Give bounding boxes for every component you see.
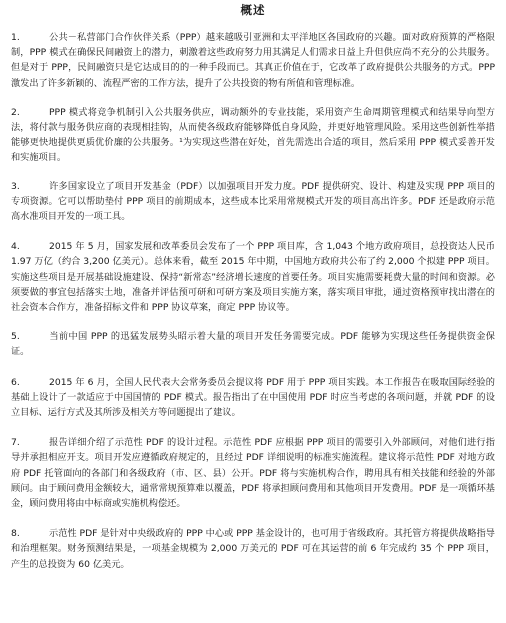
paragraph-5 — [11, 329, 495, 359]
paragraph-6 — [11, 375, 495, 421]
paragraph-3 — [11, 179, 495, 225]
paragraph-text: 许多国家设立了项目开发基金（PDF）以加强项目开发力度。PDF 提供研究、设计、构建及实现 PPP 项目的专项资源。它可以帮助垫付 PPP 项目的前期成本，这些成本比采用常规模式开发的项目高出许多。PDF 还是政府示范高水准项目开发的一项工具。 — [11, 180, 495, 223]
paragraph-number: 3. — [11, 180, 20, 192]
paragraph-text: 2015 年 5 月，国家发展和改革委员会发布了一个 PPP 项目库，含 1,043 个地方政府项目，总投资达人民币 1.97 万亿（约合 3,200 亿美元）。总体来看，截至 2015 年中期，中国地方政府共公布了约 2,000 个拟建 PPP 项目。实施这些项目是开展基础设施建设、保持“新常态”经济增长速度的首要任务。项目实施需要耗费大量的时间和资源。必须要做的事宜包括落实土地，准备并评估预可研和可研方案及项目实施方案，落实项目审批，通过资格预审找出潜在的社会资本合作方，准备招标文件和 PPP 协议草案，商定 PPP 协议等。 — [11, 241, 495, 314]
paragraph-7 — [11, 435, 495, 511]
paragraph-4 — [11, 239, 495, 315]
paragraph-number: 1. — [11, 32, 20, 43]
paragraph-number: 4. — [11, 241, 20, 253]
paragraph-text: 2015 年 6 月，全国人民代表大会常务委员会提议将 PDF 用于 PPP 项目实践。本工作报告在吸取国际经验的基础上设计了一款适应于中国国情的 PDF 模式。报告指出了在中国使用 PDF 时应当考虑的各项问题，并就 PDF 的设立目标、运行方式及其所涉及相关方等问题提出了建议。 — [11, 376, 495, 419]
paragraph-number: 5. — [11, 331, 20, 343]
paragraph-number: 8. — [11, 528, 20, 540]
paragraph-text: PPP 模式将竞争机制引入公共服务供应，调动额外的专业技能，采用资产生命周期管理模式和结果导向型方法，将付款与服务供应商的表现相挂钩，从而使各级政府能够降低自身风险，并更好地管理风险。采用这些创新性举措能够更快地提供更质优价廉的公共服务。¹为实现这些潜在好处，首先需选出合适的项目，然后采用 PPP 模式妥善开发和实施项目。 — [11, 106, 495, 164]
page-title: 概述 — [240, 3, 266, 17]
paragraph-8 — [11, 526, 495, 572]
paragraph-text: 报告详细介绍了示范性 PDF 的设计过程。示范性 PDF 应根据 PPP 项目的需要引入外部顾问，对他们进行指导并承担相应开支。项目开发应遵循政府规定的，且经过 PDF 详细说明的标准实施流程。建议将示范性 PDF 对地方政府 PDF 托管面向的各部门和各级政府（市、区、县）公开。PDF 将与实施机构合作，聘用具有相关技能和经验的外部顾问。由于顾问费用金额较大，通常常规预算难以覆盖，PDF 将承担顾问费用和其他项目开发费用。PDF 是一项循环基金，顾问费用将由中标商或实施机构偿还。 — [11, 437, 495, 510]
paragraph-1 — [11, 30, 495, 91]
paragraph-text: 当前中国 PPP 的迅猛发展势头昭示着大量的项目开发任务需要完成。PDF 能够为实现这些任务提供资金保证。 — [11, 331, 495, 358]
paragraph-number: 7. — [11, 437, 20, 449]
paragraph-number: 2. — [11, 106, 20, 118]
paragraph-2 — [11, 105, 495, 166]
paragraph-text: 示范性 PDF 是针对中央级政府的 PPP 中心或 PPP 基金设计的，也可用于省级政府。其托管方将提供战略指导和治理框架。财务预测结果是，一项基金规模为 2,000 万美元的 PDF 可在其运营的前 6 年完成约 35 个 PPP 项目，产生的总投资为 60 亿美元。 — [11, 528, 495, 570]
paragraph-text: 公共－私营部门合作伙伴关系（PPP）越来越吸引亚洲和太平洋地区各国政府的兴趣。面对政府预算的严格限制，PPP 模式在确保民间融资上的潜力，刺激着这些政府努力用其满足人们需求日益上升但供应尚不充分的公共服务。但是对于 PPP，民间融资只是它达成目的的一种手段而已。其真正价值在于，它改革了政府提供公共服务的方式。PPP 激发出了许多新颖的、流程严密的工作方法，提升了公共投资的物有所值和管理标准。 — [11, 32, 495, 89]
paragraph-number: 6. — [11, 376, 20, 388]
